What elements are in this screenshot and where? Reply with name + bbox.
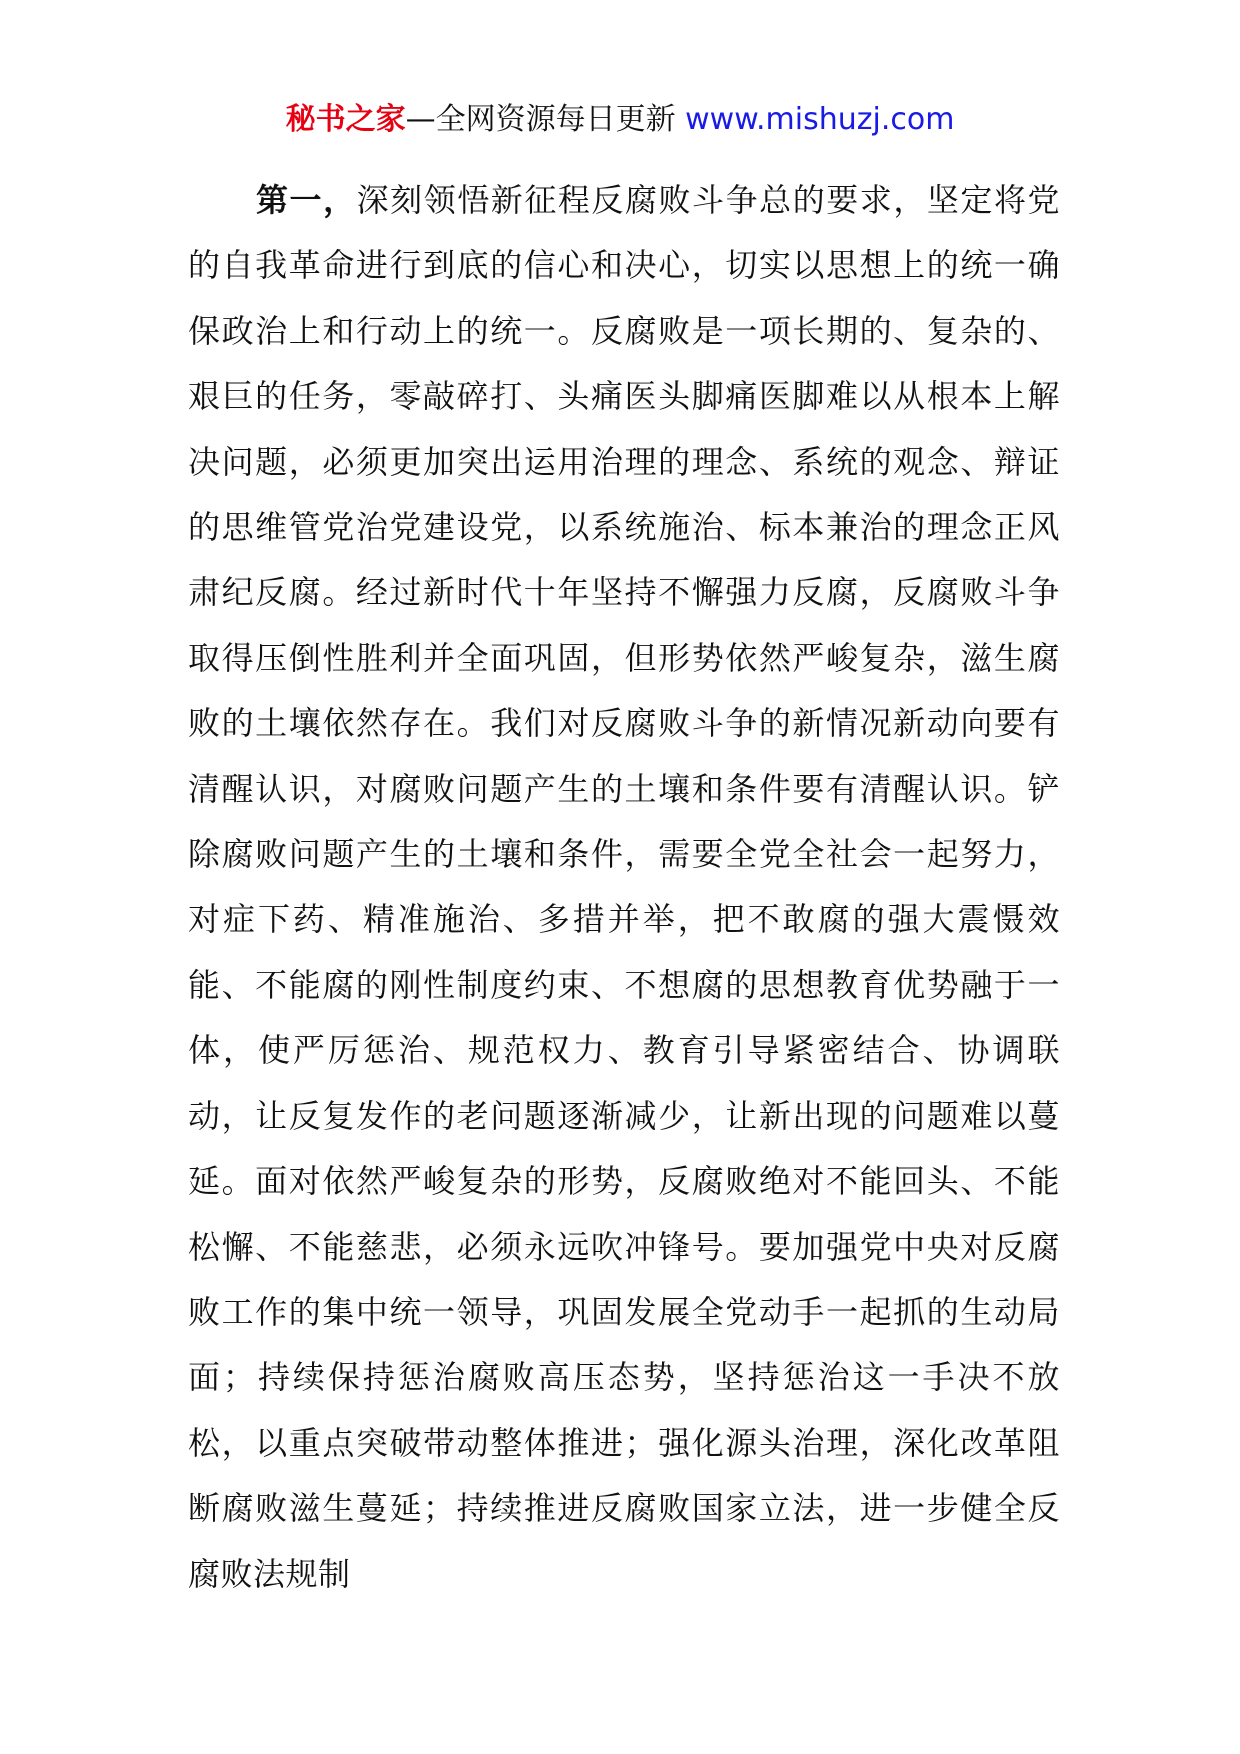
brand-name: 秘书之家 [285,102,406,137]
site-header [0,100,1240,140]
header-tagline: —全网资源每日更新 [405,102,676,137]
site-url-link[interactable]: www.mishuzj.com [685,102,955,137]
article-paragraph [188,168,1060,1607]
paragraph-body: 深刻领悟新征程反腐败斗争总的要求，坚定将党的自我革命进行到底的信心和决心，切实以思想上的统一确保政治上和行动上的统一。反腐败是一项长期的、复杂的、艰巨的任务，零敲碎打、头痛医头脚痛医脚难以从根本上解决问题，必须更加突出运用治理的理念、系统的观念、辩证的思维管党治党建设党，以系统施治、标本兼治的理念正风肃纪反腐。经过新时代十年坚持不懈强力反腐，反腐败斗争取得压倒性胜利并全面巩固，但形势依然严峻复杂，滋生腐败的土壤依然存在。我们对反腐败斗争的新情况新动向要有清醒认识，对腐败问题产生的土壤和条件要有清醒认识。铲除腐败问题产生的土壤和条件，需要全党全社会一起努力，对症下药、精准施治、多措并举，把不敢腐的强大震慑效能、不能腐的刚性制度约束、不想腐的思想教育优势融于一体，使严厉惩治、规范权力、教育引导紧密结合、协调联动，让反复发作的老问题逐渐减少，让新出现的问题难以蔓延。面对依然严峻复杂的形势，反腐败绝对不能回头、不能松懈、不能慈悲，必须永远吹冲锋号。要加强党中央对反腐败工作的集中统一领导，巩固发展全党动手一起抓的生动局面；持续保持惩治腐败高压态势，坚持惩治这一手决不放松，以重点突破带动整体推进；强化源头治理，深化改革阻断腐败滋生蔓延；持续推进反腐败国家立法，进一步健全反腐败法规制 [188,181,1060,1593]
paragraph-lead: 第一， [256,181,357,219]
